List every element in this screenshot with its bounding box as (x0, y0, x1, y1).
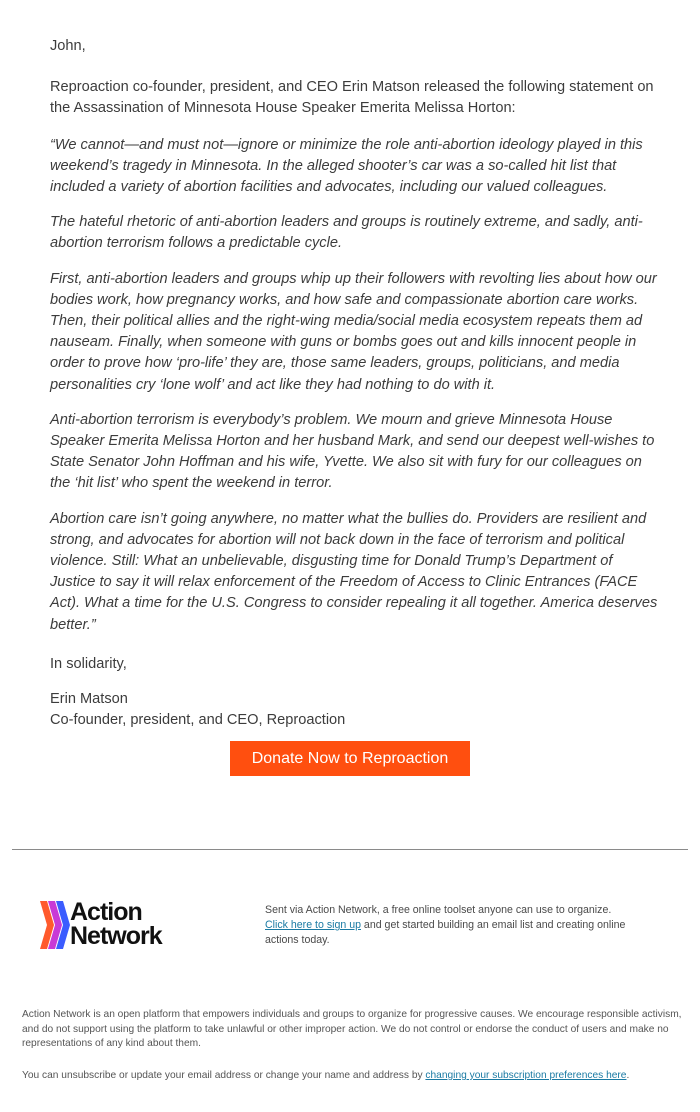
sent-text-part-2: and get started building an email list and creating online actions today. (265, 919, 626, 946)
signer-title: Co-founder, president, and CEO, Reproaction (50, 712, 346, 729)
sent-text-part-1: Sent via Action Network, a free online toolset anyone can use to organize. (265, 904, 612, 916)
logo-line-2: Network (70, 922, 162, 950)
intro-paragraph: Reproaction co-founder, president, and CEO Erin Matson released the following statement on the Assassination of Minnesota House Speaker Emerita Melissa Horton: (50, 79, 654, 117)
subscription-preferences-link[interactable]: changing your subscription preferences here (425, 1070, 627, 1081)
platform-disclaimer: Action Network is an open platform that empowers individuals and groups to organize for progressive causes. We encourage responsible activism, and do not support using the platform to take unlawful or other improper action. We do not control or endorse the conduct of users and make no representations of any kind about them. (22, 1009, 682, 1049)
signup-link[interactable]: Click here to sign up (265, 919, 361, 931)
sent-via-text (265, 903, 635, 948)
quote-paragraph-5: Abortion care isn’t going anywhere, no matter what the bullies do. Providers are resilient and strong, and advocates for abortion will not back down in the face of terrorism and political violence. Still: What an unbelievable, disgusting time for Donald Trump’s Department of Justice to say it will relax enforcement of the Freedom of Access to Clinic Entrances (FACE Act). What a time for the U.S. Congress to consider repealing it all together. America deserves better.” (50, 510, 658, 633)
greeting: John, (50, 38, 86, 54)
unsubscribe-text: You can unsubscribe or update your email address or change your name and address by (22, 1070, 426, 1081)
email-body (50, 36, 660, 731)
statement-quote (50, 135, 660, 636)
quote-paragraph-3: First, anti-abortion leaders and groups whip up their followers with revolting lies about how our bodies work, how pregnancy works, and how safe and compassionate abortion care works. Then, their political allies and the right-wing media/social media ecosystem repeats them ad nauseam. Finally, when someone with guns or bombs goes out and kills innocent people in order to prove how ‘pro-life’ they are, those same leaders, groups, politicians, and media personalities cry ‘lone wolf’ and act like they had nothing to do with it. (50, 270, 657, 393)
footer-divider (12, 849, 688, 850)
action-network-chevrons-icon (40, 901, 72, 949)
quote-paragraph-1: “We cannot—and must not—ignore or minimize the role anti-abortion ideology played in this weekend’s tragedy in Minnesota. In the alleged shooter’s car was a so-called hit list that included a variety of abortion facilities and advocates, including our valued colleagues. (50, 136, 643, 196)
logo-line-1: Action (70, 898, 142, 926)
action-network-logo[interactable] (40, 898, 200, 950)
quote-paragraph-4: Anti-abortion terrorism is everybody’s problem. We mourn and grieve Minnesota House Speaker Emerita Melissa Horton and her husband Mark, and send our deepest well-wishes to State Senator John Hoffman and his wife, Yvette. We also sit with fury for our colleagues on the ‘hit list’ who spent the weekend in terror. (50, 411, 655, 492)
quote-paragraph-2: The hateful rhetoric of anti-abortion leaders and groups is routinely extreme, and sadly, anti-abortion terrorism follows a predictable cycle. (50, 214, 643, 252)
logo-wordmark (70, 900, 162, 948)
signer-name: Erin Matson (50, 691, 128, 708)
donate-button[interactable]: Donate Now to Reproaction (230, 741, 470, 776)
unsubscribe-line (22, 1069, 682, 1084)
cta-container (0, 741, 700, 776)
unsubscribe-period: . (626, 1070, 630, 1081)
signoff: In solidarity, (50, 655, 127, 672)
